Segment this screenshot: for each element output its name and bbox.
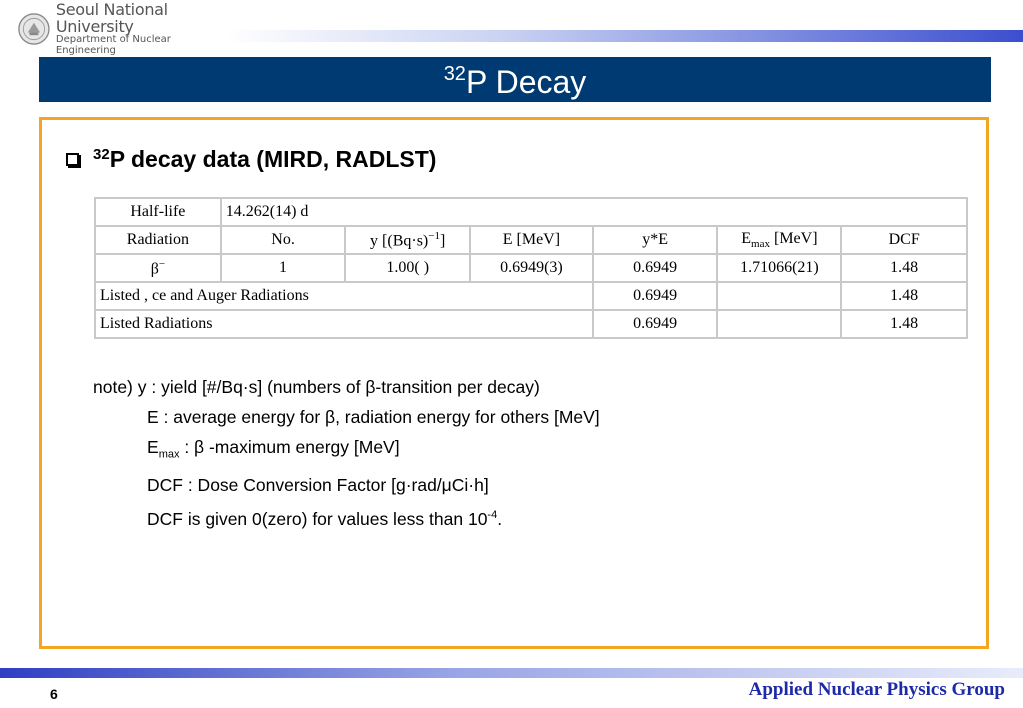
listed-emax [717, 310, 841, 338]
half-life-label: Half-life [95, 198, 221, 226]
notes [93, 372, 600, 533]
note-emax: $E_{max}$ : β -maximum energy [MeV] [147, 437, 400, 461]
title-main: P Decay [465, 64, 587, 100]
title-bar [39, 57, 991, 102]
beta-y-times-e: 0.6949 [593, 254, 718, 282]
listed-ce-auger-label: Listed , ce and Auger Radiations [95, 282, 593, 310]
header-energy: E [MeV] [470, 226, 593, 254]
beta-radiation: β− [95, 254, 221, 282]
group-name: Applied Nuclear Physics Group [748, 679, 1005, 700]
header-radiation: Radiation [95, 226, 221, 254]
note-yield: note) y : yield [#/Bq·s] (numbers of β-transition per decay) [93, 377, 540, 397]
half-life-value: 14.262(14) d [221, 198, 967, 226]
beta-dcf: 1.48 [841, 254, 967, 282]
header-y-times-e: y*E [593, 226, 718, 254]
footer-gradient-band [0, 668, 1023, 678]
listed-y-times-e: 0.6949 [593, 310, 718, 338]
beta-emax: 1.71066(21) [717, 254, 841, 282]
table-row [95, 310, 967, 338]
table-row [95, 282, 967, 310]
university-seal-icon [18, 11, 50, 47]
note-dcf-definition: DCF : Dose Conversion Factor [g·rad/μCi·h] [147, 474, 489, 495]
note-energy: E : average energy for β, radiation energy for others [MeV] [147, 407, 600, 427]
beta-yield: 1.00( ) [345, 254, 470, 282]
section-heading [66, 146, 436, 173]
heading-mass-number: 32 [93, 146, 110, 163]
title-mass-number: 32 [443, 63, 466, 85]
university-name: Seoul National University [55, 0, 168, 36]
checkbox-bullet-icon [66, 153, 79, 166]
header-no: No. [221, 226, 346, 254]
page-number: 6 [50, 686, 58, 702]
listed-ce-emax [717, 282, 841, 310]
slide-title [444, 64, 587, 100]
table-row [95, 254, 967, 282]
listed-dcf: 1.48 [841, 310, 967, 338]
beta-energy: 0.6949(3) [470, 254, 593, 282]
table-row [95, 198, 967, 226]
table-row [95, 226, 967, 254]
header-gradient-band [226, 30, 1023, 42]
listed-ce-y-times-e: 0.6949 [593, 282, 718, 310]
beta-no: 1 [221, 254, 346, 282]
header-yield: y $[(Bq\cdot s)^{-1}]$ [345, 226, 470, 254]
heading-text: P decay data (MIRD, RADLST) [109, 146, 437, 172]
university-logo [18, 0, 228, 56]
listed-ce-dcf: 1.48 [841, 282, 967, 310]
note-dcf-threshold: DCF is given 0(zero) for values less than $10^{-4}$. [147, 508, 503, 529]
department-name: Department of Nuclear Engineering [55, 34, 171, 56]
header-emax: $E_{max}$ [MeV] [717, 226, 841, 254]
decay-data-table [94, 197, 968, 339]
header-dcf: DCF [841, 226, 967, 254]
listed-radiations-label: Listed Radiations [95, 310, 593, 338]
